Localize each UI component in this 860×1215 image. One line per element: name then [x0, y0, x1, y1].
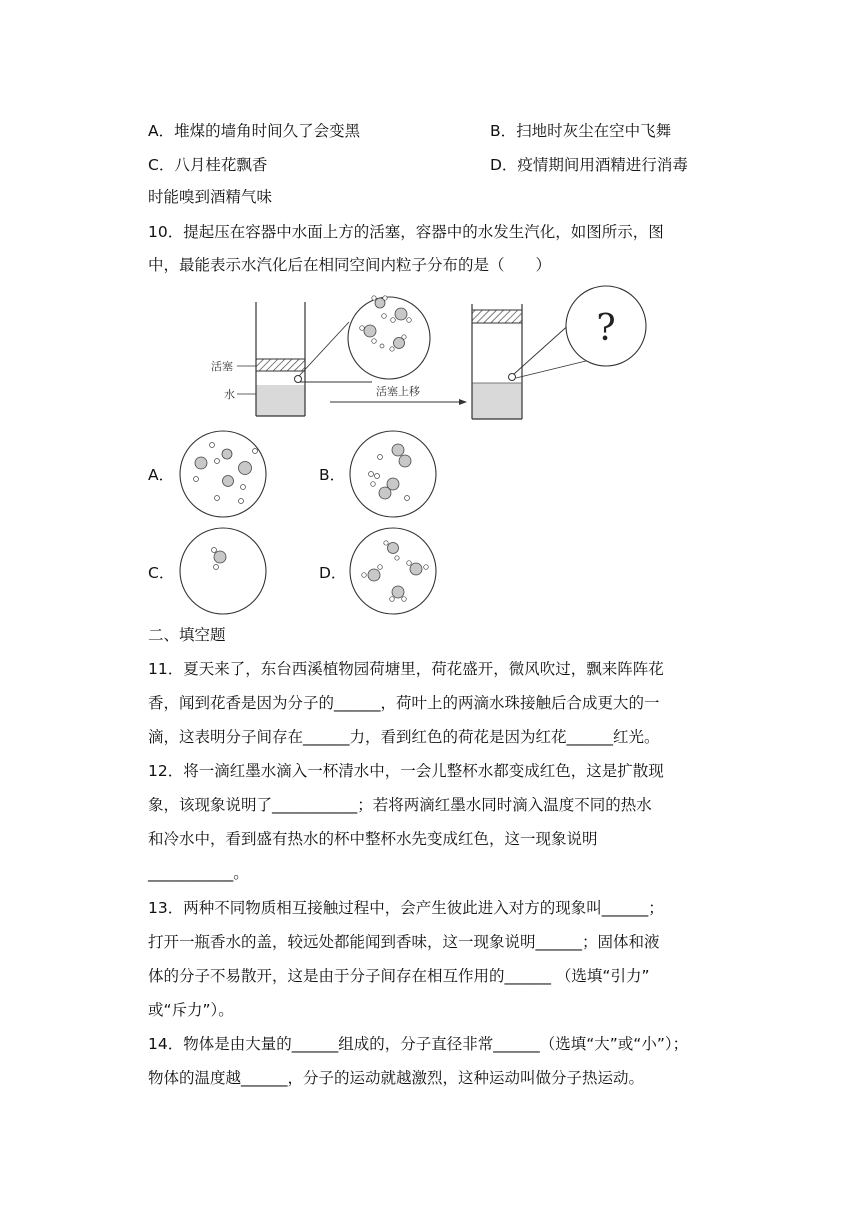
arrow-label: 活塞上移: [376, 385, 420, 398]
option-d-circle: [350, 528, 436, 614]
q13-line1: 13．两种不同物质相互接触过程中，会产生彼此进入对方的现象叫______；: [148, 899, 664, 917]
section-title: 二、填空题: [148, 626, 226, 644]
q10-option-a-label: A．: [148, 466, 175, 484]
q12-line3: 和冷水中，看到盛有热水的杯中整杯水先变成红色，这一现象说明: [148, 830, 598, 848]
piston-label: 活塞: [211, 360, 233, 373]
q12-line1: 12．将一滴红墨水滴入一杯清水中，一会儿整杯水都变成红色，这是扩散现: [148, 762, 664, 780]
q14-line2: 物体的温度越______，分子的运动就越激烈，这种运动叫做分子热运动。: [148, 1069, 645, 1087]
q12-line2: 象，该现象说明了___________；若将两滴红墨水同时滴入温度不同的热水: [148, 796, 652, 814]
q9-option-d: D．疫情期间用酒精进行消毒: [490, 156, 688, 174]
q10-stem-line2: 中，最能表示水汽化后在相同空间内粒子分布的是（ ）: [148, 256, 552, 274]
option-c-circle: [180, 528, 266, 614]
q12-line4: ___________。: [148, 864, 249, 882]
q13-line3: 体的分子不易散开，这是由于分子间存在相互作用的______ （选填“引力”: [148, 967, 650, 985]
water-label: 水: [224, 388, 235, 401]
q10-option-b-label: B．: [319, 466, 346, 484]
magnified-liquid-circle: [348, 296, 430, 379]
q13-line4: 或“斥力”）。: [148, 1001, 234, 1019]
magnified-unknown-circle: [566, 286, 646, 366]
q9-option-a: A．堆煤的墙角时间久了会变黑: [148, 122, 361, 140]
q11-line2: 香，闻到花香是因为分子的______，荷叶上的两滴水珠接触后合成更大的一: [148, 694, 660, 712]
q11-line1: 11．夏天来了，东台西溪植物园荷塘里，荷花盛开，微风吹过，飘来阵阵花: [148, 660, 664, 678]
q9-option-c: C．八月桂花飘香: [148, 156, 268, 174]
option-a-circle: [180, 431, 266, 517]
q10-option-d-label: D．: [319, 564, 347, 582]
question-mark: ?: [596, 308, 616, 349]
q9-option-b: B．扫地时灰尘在空中飞舞: [490, 122, 672, 140]
q11-line3: 滴，这表明分子间存在______力，看到红色的荷花是因为红花______红光。: [148, 728, 660, 746]
q9-option-d-continued: 时能嗅到酒精气味: [148, 188, 273, 206]
q14-line1: 14．物体是由大量的______组成的，分子直径非常______（选填“大”或“小”）；: [148, 1035, 689, 1053]
q13-line2: 打开一瓶香水的盖，较远处都能闻到香味，这一现象说明______；固体和液: [148, 933, 660, 951]
q10-stem-line1: 10．提起压在容器中水面上方的活塞，容器中的水发生汽化，如图所示，图: [148, 223, 664, 241]
q10-option-c-label: C．: [148, 564, 175, 582]
option-b-circle: [350, 431, 436, 517]
